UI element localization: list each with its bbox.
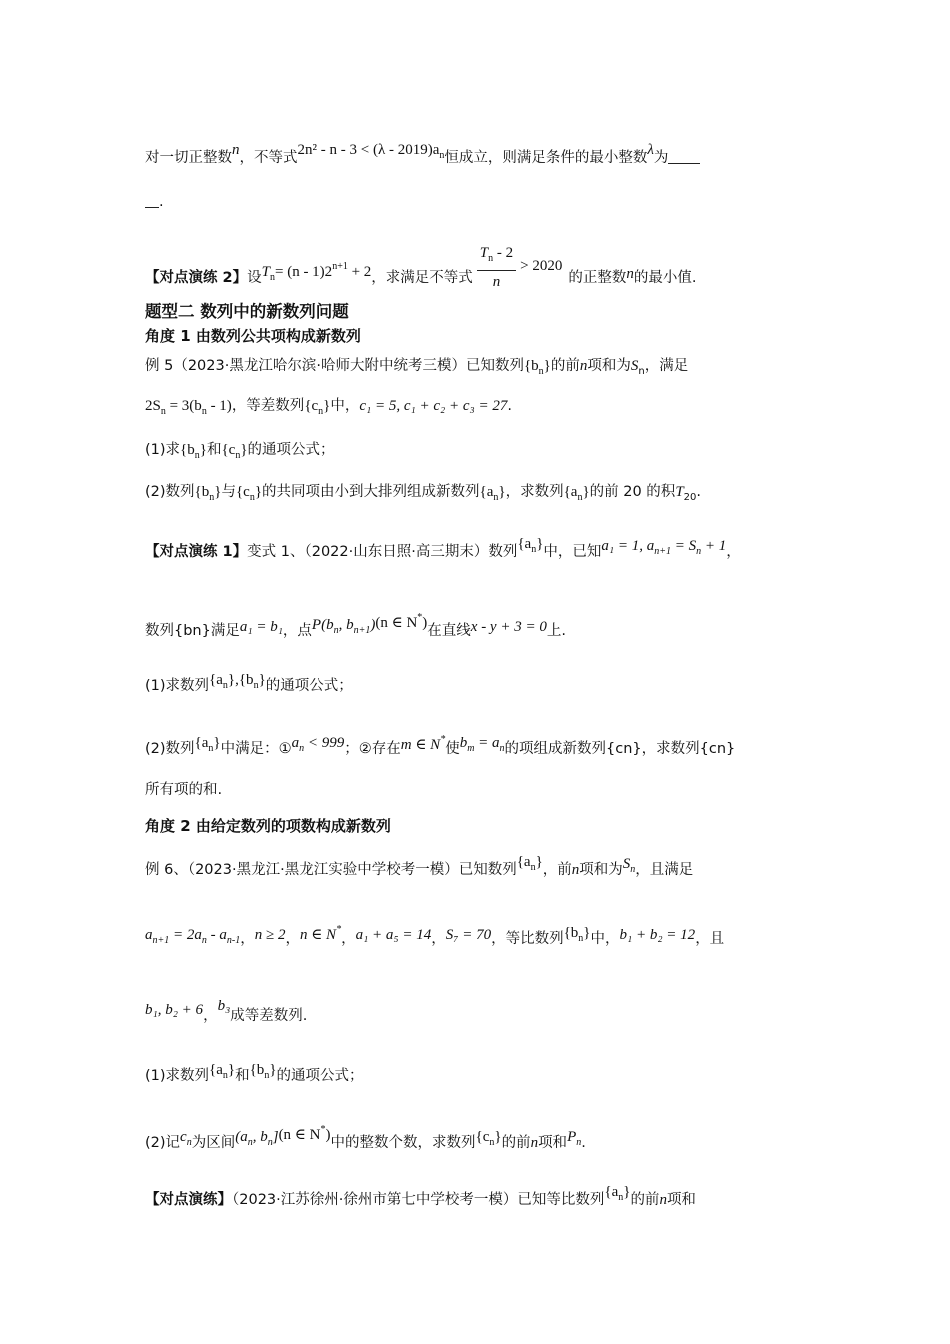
- example-6-q2: (2)记$c_n$为区间($a_n$, $b_n](n$ ∈ N*)中的整数个数，求数列$\{c_n\}$的前n项和$P_n$.: [145, 1124, 586, 1151]
- practice-1-q2: (2)数列$\{a_n\}$中满足：$①a_n < 999$；②存在m ∈ N*使$b_m = a_n$的项组成新数列{cn}，求数列{cn}: [145, 734, 736, 757]
- math-cn-values: c₁ = 5, c₁ + c₂ + c₃ = 27: [359, 398, 508, 414]
- practice-1-q2-cont: 所有项的和.: [145, 782, 223, 798]
- math-recurrence: a₁ = 1, $a_{n+1} = S_n + 1$: [601, 538, 727, 557]
- section-heading-type2: 题型二 数列中的新数列问题: [145, 302, 349, 321]
- math-inequality: $2n^2 - n - 3 < (\lambda - 2019)a_n$: [297, 142, 445, 161]
- math-tn-formula: $T_n= (n - 1)2^{n+1} + 2$: [261, 261, 372, 283]
- practice-3-line1: 【对点演练】（2023·江苏徐州·徐州市第七中学校考一模）已知等比数列$\{a_n\}$的前n项和: [145, 1184, 696, 1208]
- problem-inequality-line: [145, 140, 800, 168]
- math-n: n: [232, 142, 240, 158]
- example-6-line2: $a_{n+1} = 2a_n - a_{n-1}$，n ≥ 2，n ∈ N*，a₁ + a₅ = 14，S₇ = 70，等比数列$\{b_n\}$中，b₁ + b₂ = 12，且: [145, 924, 725, 947]
- practice-1-q1: (1)求数列$\{a_n\},\{b_n\}$的通项公式；: [145, 672, 353, 694]
- example-5-line2: $2S_n = 3(b_n - 1)$，等差数列$\{c_n\}$中，c₁ = 5, c₁ + c₂ + c₃ = 27.: [145, 398, 512, 417]
- example-6-line1: 例 6、（2023·黑龙江·黑龙江实验中学校考一模）已知数列$\{a_n\}$，前n项和为$S_n$，且满足: [145, 854, 694, 878]
- example-5-q1: (1)求$\{b_n\}$和$\{c_n\}$的通项公式；: [145, 442, 335, 461]
- practice-1-line1: 【对点演练 1】变式 1、（2022·山东日照·高三期末）数列$\{a_n\}$中，已知a₁ = 1, $a_{n+1} = S_n + 1$，: [145, 536, 741, 560]
- text: ，不等式: [239, 150, 298, 166]
- practice-label: 【对点演练 2】: [145, 270, 248, 286]
- math-fraction: $\frac{T_n - 2}{n}$: [477, 242, 516, 293]
- answer-blank-continued: .: [145, 192, 800, 212]
- answer-blank[interactable]: [668, 149, 700, 164]
- example-6-line3: b₁, b₂ + 6，b₃成等差数列.: [145, 998, 308, 1024]
- example-5-line1: 例 5（2023·黑龙江哈尔滨·哈师大附中统考三模）已知数列$\{b_n\}$的前n项和为$S_n$，满足: [145, 358, 689, 377]
- answer-blank-tail[interactable]: [145, 193, 159, 208]
- math-gt: > 2020: [520, 258, 563, 274]
- practice-label: 【对点演练 1】: [145, 544, 248, 560]
- practice-label: 【对点演练】: [145, 1192, 232, 1208]
- math-lambda: λ: [647, 142, 654, 158]
- section-heading-angle2: 角度 2 由给定数列的项数构成新数列: [145, 817, 391, 835]
- practice-2: 【对点演练 2】设$T_n= (n - 1)2^{n+1} + 2$，求满足不等式 $\frac{T_n - 2}{n}$ > 2020的正整数n的最小值.: [145, 242, 800, 293]
- math-sn-relation: $2S_n = 3(b_n - 1)$: [145, 398, 232, 417]
- text: 为: [653, 150, 669, 166]
- section-heading-angle1: 角度 1 由数列公共项构成新数列: [145, 327, 361, 345]
- text: 恒成立，则满足条件的最小整数: [444, 150, 648, 166]
- text: 对一切正整数: [145, 150, 232, 166]
- example-6-q1: (1)求数列$\{a_n\}$和$\{b_n\}$的通项公式；: [145, 1062, 364, 1084]
- practice-1-line2: 数列{bn}满足a₁ = b₁，点$P(b_n$, $b_{n+1})(n$ ∈ N*)在直线x - y + 3 = 0上.: [145, 612, 566, 639]
- example-5-q2: (2)数列$\{b_n\}$与$\{c_n\}$的共同项由小到大排列组成新数列$\{a_n\}$，求数列$\{a_n\}$的前 20 的积$T_{20}$.: [145, 484, 701, 503]
